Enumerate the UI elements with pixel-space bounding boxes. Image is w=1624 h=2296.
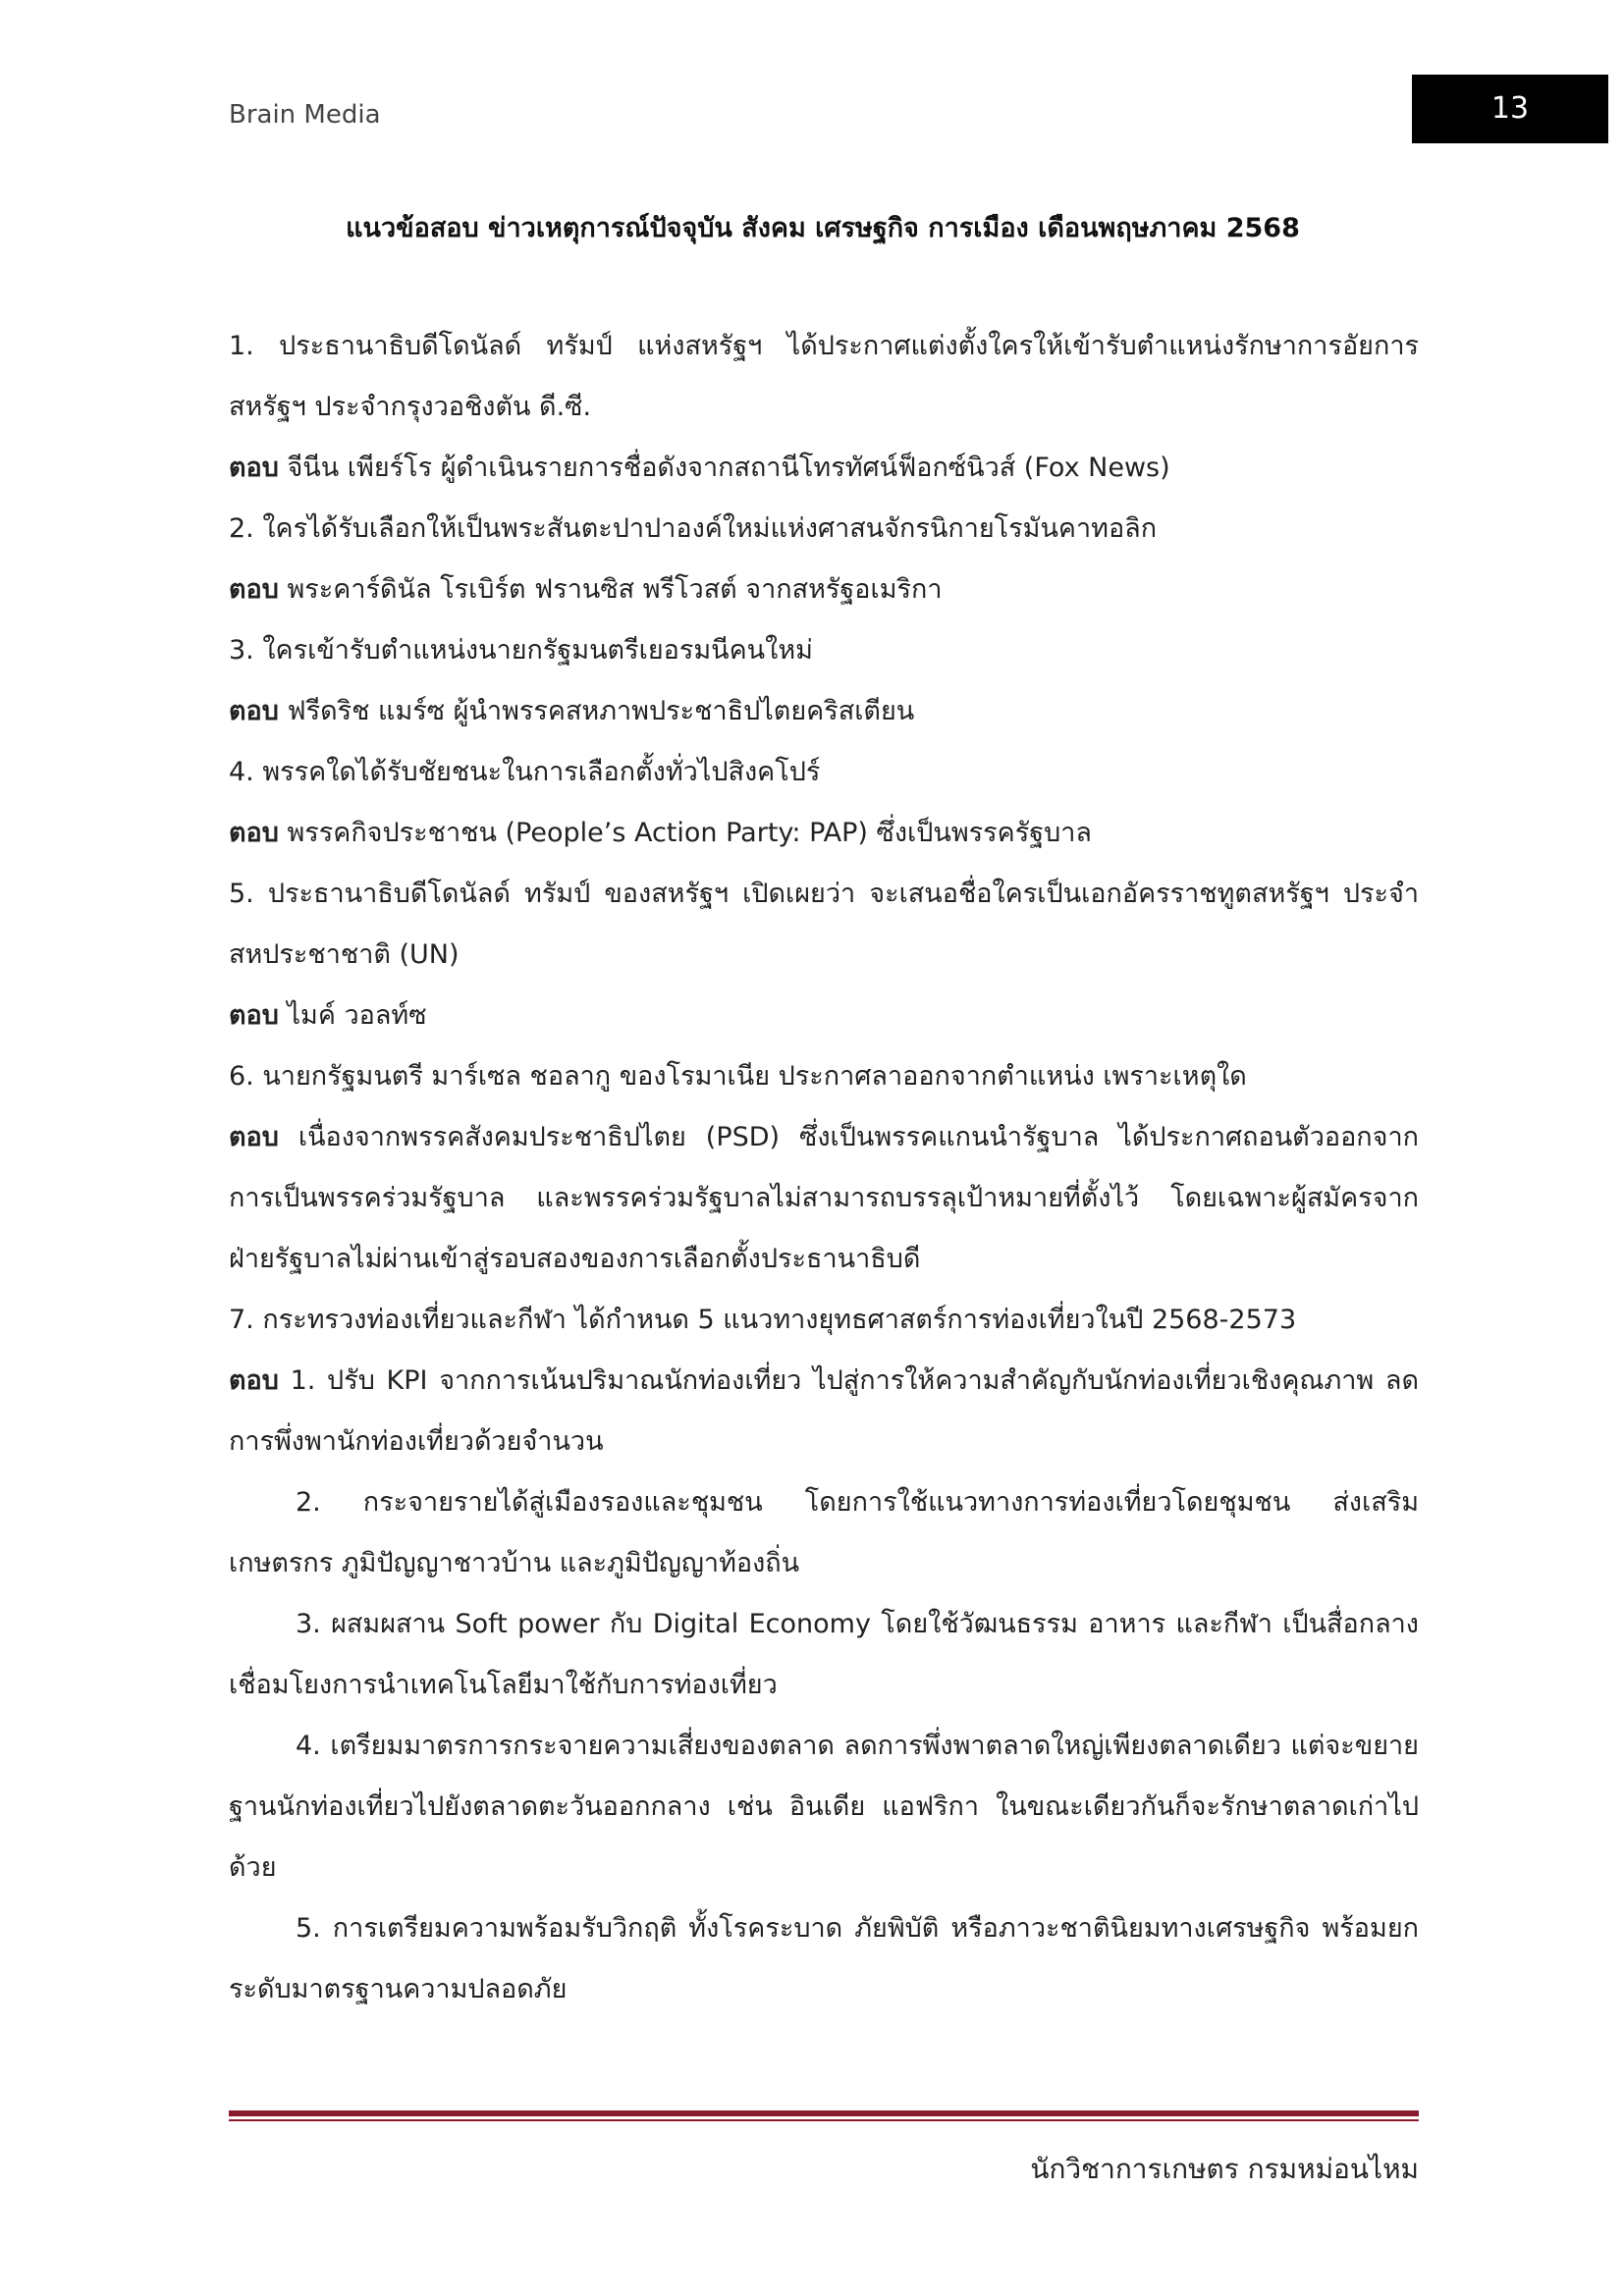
answer-6 — [229, 1107, 1419, 1290]
question-6: 6. นายกรัฐมนตรี มาร์เซล ชอลากู ของโรมาเนีย ประกาศลาออกจากตำแหน่ง เพราะเหตุใด — [229, 1061, 1247, 1092]
answer-label: ตอบ — [229, 453, 279, 483]
answer-3 — [229, 681, 1419, 742]
answer-label: ตอบ — [229, 1122, 279, 1152]
header-brand: Brain Media — [229, 100, 381, 130]
footer-divider — [229, 2110, 1419, 2121]
question-3: 3. ใครเข้ารับตำแหน่งนายกรัฐมนตรีเยอรมนีคนใหม่ — [229, 635, 813, 666]
strategy-point-2: 2. กระจายรายได้สู่เมืองรองและชุมชน โดยการใช้แนวทางการท่องเที่ยวโดยชุมชน ส่งเสริมเกษตรกร ภูมิปัญญาชาวบ้าน และภูมิปัญญาท้องถิ่น — [229, 1487, 1419, 1578]
answer-2 — [229, 560, 1419, 620]
question-4: 4. พรรคใดได้รับชัยชนะในการเลือกตั้งทั่วไปสิงคโปร์ — [229, 757, 821, 787]
answer-label: ตอบ — [229, 574, 279, 605]
answer-text: 1. ปรับ KPI จากการเน้นปริมาณนักท่องเที่ยว ไปสู่การให้ความสำคัญกับนักท่องเที่ยวเชิงคุณภาพ ลดการพึ่งพานักท่องเที่ยวด้วยจำนวน — [229, 1365, 1419, 1457]
answer-label: ตอบ — [229, 818, 279, 848]
answer-text: พรรคกิจประชาชน (People’s Action Party: PAP) ซึ่งเป็นพรรครัฐบาล — [278, 818, 1092, 848]
footer-divider-thin — [229, 2119, 1419, 2121]
question-7: 7. กระทรวงท่องเที่ยวและกีฬา ได้กำหนด 5 แนวทางยุทธศาสตร์การท่องเที่ยวในปี 2568-2573 — [229, 1305, 1297, 1335]
footer-text: นักวิชาการเกษตร กรมหม่อนไหม — [1030, 2153, 1419, 2185]
answer-text: ไมค์ วอลท์ซ — [278, 1000, 427, 1031]
answer-7 — [229, 1351, 1419, 1472]
strategy-point-4: 4. เตรียมมาตรการกระจายความเสี่ยงของตลาด ลดการพึ่งพาตลาดใหญ่เพียงตลาดเดียว แต่จะขยายฐานนักท่องเที่ยวไปยังตลาดตะวันออกกลาง เช่น อินเดีย แอฟริกา ในขณะเดียวกันก็จะรักษาตลาดเก่าไปด้วย — [229, 1731, 1419, 1883]
question-2: 2. ใครได้รับเลือกให้เป็นพระสันตะปาปาองค์ใหม่แห่งศาสนจักรนิกายโรมันคาทอลิก — [229, 513, 1158, 544]
page-number-box — [1412, 75, 1608, 143]
answer-text: พระคาร์ดินัล โรเบิร์ต ฟรานซิส พรีโวสต์ จากสหรัฐอเมริกา — [278, 574, 943, 605]
answer-text: ฟรีดริช แมร์ซ ผู้นำพรรคสหภาพประชาธิปไตยคริสเตียน — [278, 696, 915, 726]
answer-text: เนื่องจากพรรคสังคมประชาธิปไตย (PSD) ซึ่งเป็นพรรคแกนนำรัฐบาล ได้ประกาศถอนตัวออกจากการเป็นพรรคร่วมรัฐบาล และพรรคร่วมรัฐบาลไม่สามารถบรรลุเป้าหมายที่ตั้งไว้ โดยเฉพาะผู้สมัครจากฝ่ายรัฐบาลไม่ผ่านเข้าสู่รอบสองของการเลือกตั้งประธานาธิบดี — [229, 1122, 1419, 1274]
qa-content — [229, 316, 1419, 2020]
answer-text: จีนีน เพียร์โร ผู้ดำเนินรายการชื่อดังจากสถานีโทรทัศน์ฟ็อกซ์นิวส์ (Fox News) — [278, 453, 1170, 483]
answer-5 — [229, 986, 1419, 1046]
answer-1 — [229, 438, 1419, 499]
strategy-point-5: 5. การเตรียมความพร้อมรับวิกฤติ ทั้งโรคระบาด ภัยพิบัติ หรือภาวะชาตินิยมทางเศรษฐกิจ พร้อมยกระดับมาตรฐานความปลอดภัย — [229, 1913, 1419, 2004]
page-number: 13 — [1490, 91, 1530, 126]
answer-label: ตอบ — [229, 1365, 279, 1396]
footer-divider-thick — [229, 2110, 1419, 2116]
answer-4 — [229, 803, 1419, 864]
question-1: 1. ประธานาธิบดีโดนัลด์ ทรัมป์ แห่งสหรัฐฯ ได้ประกาศแต่งตั้งใครให้เข้ารับตำแหน่งรักษาการอัยการสหรัฐฯ ประจำกรุงวอชิงตัน ดี.ซี. — [229, 331, 1419, 422]
answer-label: ตอบ — [229, 696, 279, 726]
question-5: 5. ประธานาธิบดีโดนัลด์ ทรัมป์ ของสหรัฐฯ เปิดเผยว่า จะเสนอชื่อใครเป็นเอกอัครราชทูตสหรัฐฯ ประจำสหประชาชาติ (UN) — [229, 879, 1419, 970]
strategy-point-3: 3. ผสมผสาน Soft power กับ Digital Economy โดยใช้วัฒนธรรม อาหาร และกีฬา เป็นสื่อกลางเชื่อมโยงการนำเทคโนโลยีมาใช้กับการท่องเที่ยว — [229, 1609, 1419, 1700]
answer-label: ตอบ — [229, 1000, 279, 1031]
document-title: แนวข้อสอบ ข่าวเหตุการณ์ปัจจุบัน สังคม เศรษฐกิจ การเมือง เดือนพฤษภาคม 2568 — [346, 213, 1300, 243]
